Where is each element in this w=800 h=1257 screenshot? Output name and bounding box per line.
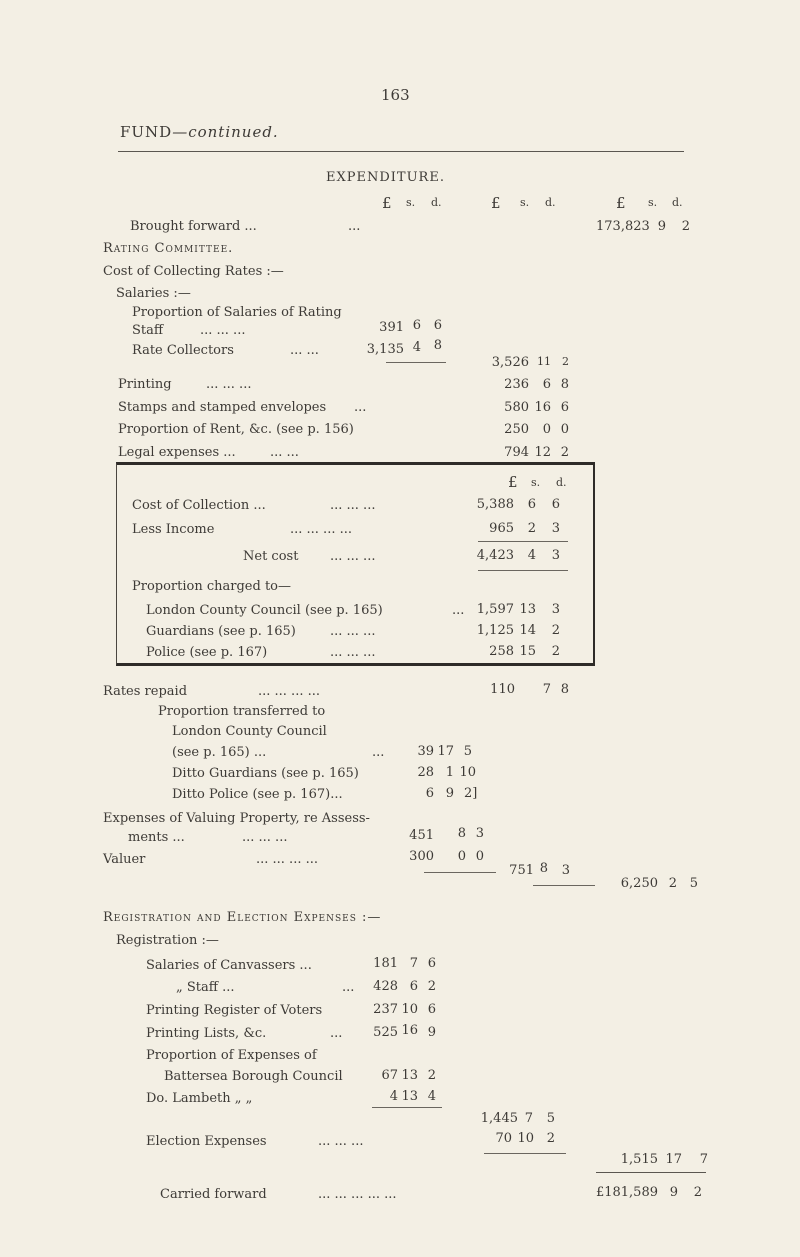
registration-item-label: Salaries of Canvassers ...	[146, 958, 312, 973]
brought-forward-label: Brought forward ...	[130, 219, 257, 234]
transferred-line1: Proportion transferred to	[158, 704, 326, 719]
registration-item-shillings: 6	[409, 979, 418, 994]
valuing-total-shillings: 8	[539, 861, 548, 876]
box-row-dots: ... ... ...	[330, 549, 376, 564]
rating-item-dots: ... ... ...	[206, 377, 252, 392]
box-row-pounds: 965	[489, 521, 514, 536]
box-row-label: Net cost	[243, 549, 299, 564]
staff-dots: ... ... ...	[200, 323, 246, 338]
col2-s: s.	[520, 196, 530, 209]
registration-item-label: Printing Register of Voters	[146, 1003, 323, 1018]
registration-item-pounds: 525	[373, 1025, 398, 1040]
rating-item-pence: 2	[560, 445, 569, 460]
valuing-line1: Expenses of Valuing Property, re Assess-	[103, 811, 370, 826]
valuing-ments-dots: ... ... ...	[242, 830, 288, 845]
rate-collectors-shillings: 4	[412, 340, 421, 355]
salaries-label: Salaries :—	[116, 286, 191, 301]
rating-item-pounds: 236	[504, 377, 529, 392]
election-dots: ... ... ...	[318, 1134, 364, 1149]
carried-forward-pence: 2	[693, 1185, 702, 1200]
registration-item-shillings: 16	[401, 1023, 418, 1038]
registration-grand-shillings: 17	[665, 1152, 682, 1167]
col1-s: s.	[406, 196, 416, 209]
transfer-lcc-pence: 5	[463, 744, 472, 759]
election-pence: 2	[546, 1131, 555, 1146]
rating-total-pounds: 6,250	[620, 876, 658, 891]
registration-item-label: „ Staff ...	[176, 980, 235, 995]
box-row-shillings: 4	[527, 548, 536, 563]
header-rule	[118, 151, 684, 152]
col2-d: d.	[545, 196, 556, 209]
carried-forward-rule	[596, 1172, 706, 1173]
col1-d: d.	[431, 196, 442, 209]
box-row-pence: 3	[551, 548, 560, 563]
lambeth-shillings: 13	[401, 1089, 418, 1104]
charge-label: Guardians (see p. 165)	[146, 624, 296, 639]
box-pound-header: £	[508, 473, 518, 491]
transferred-line2: London County Council	[172, 724, 327, 739]
col3-s: s.	[648, 196, 658, 209]
valuing-ments-label: ments ...	[128, 830, 185, 845]
proportion-expenses-label: Proportion of Expenses of	[146, 1048, 317, 1063]
rating-item-label: Proportion of Rent, &c. (see p. 156)	[118, 422, 354, 437]
rates-repaid-pence: 8	[560, 682, 569, 697]
rating-item-pence: 0	[560, 422, 569, 437]
registration-item-pence: 2	[427, 979, 436, 994]
rate-collectors-dots: ... ...	[290, 343, 319, 358]
brought-forward-pence: 2	[681, 219, 690, 234]
box-row-pence: 6	[551, 497, 560, 512]
charge-shillings: 14	[519, 623, 536, 638]
lambeth-label: Do. Lambeth „ „	[146, 1091, 253, 1106]
transfer-guardians-pence: 10	[459, 765, 476, 780]
salaries-total-shillings: 11	[537, 355, 551, 368]
valuing-total-pence: 3	[561, 863, 570, 878]
charge-pence: 2	[551, 644, 560, 659]
election-shillings: 10	[517, 1131, 534, 1146]
registration-item-dots: ...	[342, 980, 355, 995]
registration-subtotal-rule	[372, 1107, 442, 1108]
rating-item-shillings: 0	[542, 422, 551, 437]
rating-item-label: Legal expenses ...	[118, 445, 236, 460]
battersea-pence: 2	[427, 1068, 436, 1083]
charge-pounds: 258	[489, 644, 514, 659]
brought-forward-shillings: 9	[657, 219, 666, 234]
registration-item-dots: ...	[330, 1026, 343, 1041]
rate-collectors-pounds: 3,135	[366, 342, 404, 357]
election-label: Election Expenses	[146, 1134, 267, 1149]
battersea-pounds: 67	[381, 1068, 398, 1083]
staff-label: Staff	[132, 323, 164, 338]
box-net-rule	[478, 570, 568, 571]
battersea-shillings: 13	[401, 1068, 418, 1083]
box-d-header: d.	[556, 476, 567, 489]
rating-item-dots: ...	[354, 400, 367, 415]
brought-forward-dots: ...	[348, 219, 361, 234]
brought-forward-pounds: 173,823	[596, 219, 650, 234]
election-total-rule	[484, 1153, 566, 1154]
box-row-pounds: 5,388	[476, 497, 514, 512]
valuer-dots: ... ... ... ...	[256, 852, 318, 867]
section-title: EXPENDITURE.	[326, 170, 445, 185]
rating-item-pounds: 250	[504, 422, 529, 437]
transfer-guardians-label: Ditto Guardians (see p. 165)	[172, 766, 359, 781]
rating-total-pence: 5	[689, 876, 698, 891]
transfer-guardians-pounds: 28	[417, 765, 434, 780]
fund-title: FUND	[120, 123, 173, 141]
rating-item-pounds: 580	[504, 400, 529, 415]
staff-pence: 6	[433, 318, 442, 333]
transfer-police-pounds: 6	[425, 786, 434, 801]
valuing-ments-pounds: 451	[409, 828, 434, 843]
box-row-shillings: 6	[527, 497, 536, 512]
valuing-ments-shillings: 8	[457, 826, 466, 841]
charge-shillings: 15	[519, 644, 536, 659]
registration-item-shillings: 7	[409, 956, 418, 971]
page-number: 163	[381, 86, 410, 104]
valuer-label: Valuer	[103, 852, 146, 867]
charge-label: London County Council (see p. 165)	[146, 603, 383, 618]
transfer-lcc-shillings: 17	[437, 744, 454, 759]
election-pounds: 70	[495, 1131, 512, 1146]
rating-committee-title: Rating Committee.	[103, 241, 234, 256]
registration-total-pounds: 1,445	[480, 1111, 518, 1126]
charge-pounds: 1,125	[476, 623, 514, 638]
charge-dots: ...	[452, 603, 465, 618]
fund-heading	[120, 123, 279, 141]
salaries-subtotal-rule	[386, 362, 446, 363]
lambeth-pence: 4	[427, 1089, 436, 1104]
rating-item-label: Printing	[118, 377, 172, 392]
charge-pence: 2	[551, 623, 560, 638]
registration-item-label: Printing Lists, &c.	[146, 1026, 267, 1041]
col3-pound: £	[616, 194, 626, 212]
proportion-salaries-label: Proportion of Salaries of Rating	[132, 305, 342, 320]
rating-total-rule	[533, 885, 595, 886]
rating-item-pence: 6	[560, 400, 569, 415]
box-row-label: Less Income	[132, 522, 215, 537]
registration-sub: Registration :—	[116, 933, 219, 948]
rating-item-shillings: 6	[542, 377, 551, 392]
registration-title: Registration and Election Expenses :—	[103, 910, 382, 925]
registration-grand-pence: 7	[699, 1152, 708, 1167]
charge-pence: 3	[551, 602, 560, 617]
staff-shillings: 6	[412, 318, 421, 333]
registration-item-pounds: 237	[373, 1002, 398, 1017]
rates-repaid-label: Rates repaid	[103, 684, 188, 699]
col3-d: d.	[672, 196, 683, 209]
charge-dots: ... ... ...	[330, 624, 376, 639]
cost-of-collecting-label: Cost of Collecting Rates :—	[103, 264, 284, 279]
carried-forward-label: Carried forward	[160, 1187, 267, 1202]
box-row-dots: ... ... ...	[330, 498, 376, 513]
registration-item-pence: 6	[427, 1002, 436, 1017]
rating-item-label: Stamps and stamped envelopes	[118, 400, 327, 415]
registration-total-shillings: 7	[524, 1111, 533, 1126]
box-row-label: Cost of Collection ...	[132, 498, 266, 513]
carried-forward-pounds: £181,589	[595, 1185, 658, 1200]
rating-item-shillings: 12	[534, 445, 551, 460]
box-row-dots: ... ... ... ...	[290, 522, 352, 537]
transfer-guardians-shillings: 1	[445, 765, 454, 780]
valuing-total-pounds: 751	[509, 863, 534, 878]
battersea-label: Battersea Borough Council	[164, 1069, 343, 1084]
registration-grand-pounds: 1,515	[620, 1152, 658, 1167]
registration-item-shillings: 10	[401, 1002, 418, 1017]
box-row-pence: 3	[551, 521, 560, 536]
valuer-pence: 0	[475, 849, 484, 864]
rating-total-shillings: 2	[668, 876, 677, 891]
charge-shillings: 13	[519, 602, 536, 617]
rates-repaid-pounds: 110	[490, 682, 515, 697]
registration-total-pence: 5	[546, 1111, 555, 1126]
rate-collectors-pence: 8	[433, 338, 442, 353]
valuing-subtotal-rule	[424, 872, 496, 873]
salaries-total-pounds: 3,526	[491, 355, 529, 370]
valuer-pounds: 300	[409, 849, 434, 864]
rating-item-shillings: 16	[534, 400, 551, 415]
charge-label: Police (see p. 167)	[146, 645, 268, 660]
proportion-charged-label: Proportion charged to—	[132, 579, 292, 594]
registration-item-pounds: 428	[373, 979, 398, 994]
transfer-lcc-dots: ...	[372, 745, 385, 760]
col1-pound: £	[382, 194, 392, 212]
lambeth-pounds: 4	[389, 1089, 398, 1104]
rating-item-dots: ... ...	[270, 445, 299, 460]
transfer-lcc-pounds: 39	[417, 744, 434, 759]
registration-item-pence: 6	[427, 956, 436, 971]
salaries-total-pence: 2	[562, 355, 569, 368]
valuing-ments-pence: 3	[475, 826, 484, 841]
box-less-rule	[478, 541, 568, 542]
carried-forward-shillings: 9	[669, 1185, 678, 1200]
transfer-lcc-label: (see p. 165) ...	[172, 745, 267, 760]
transfer-police-shillings: 9	[445, 786, 454, 801]
charge-dots: ... ... ...	[330, 645, 376, 660]
box-row-pounds: 4,423	[476, 548, 514, 563]
box-s-header: s.	[531, 476, 541, 489]
rate-collectors-label: Rate Collectors	[132, 343, 234, 358]
transfer-police-label: Ditto Police (see p. 167)...	[172, 787, 343, 802]
rates-repaid-shillings: 7	[542, 682, 551, 697]
registration-item-pounds: 181	[373, 956, 398, 971]
valuer-shillings: 0	[457, 849, 466, 864]
charge-pounds: 1,597	[476, 602, 514, 617]
registration-item-pence: 9	[427, 1025, 436, 1040]
col2-pound: £	[491, 194, 501, 212]
rates-repaid-dots: ... ... ... ...	[258, 684, 320, 699]
box-row-shillings: 2	[527, 521, 536, 536]
rating-item-pence: 8	[560, 377, 569, 392]
fund-continued: —continued.	[172, 123, 279, 141]
carried-forward-dots: ... ... ... ... ...	[318, 1187, 397, 1202]
staff-pounds: 391	[379, 320, 404, 335]
rating-item-pounds: 794	[504, 445, 529, 460]
transfer-police-pence: 2]	[464, 786, 478, 801]
